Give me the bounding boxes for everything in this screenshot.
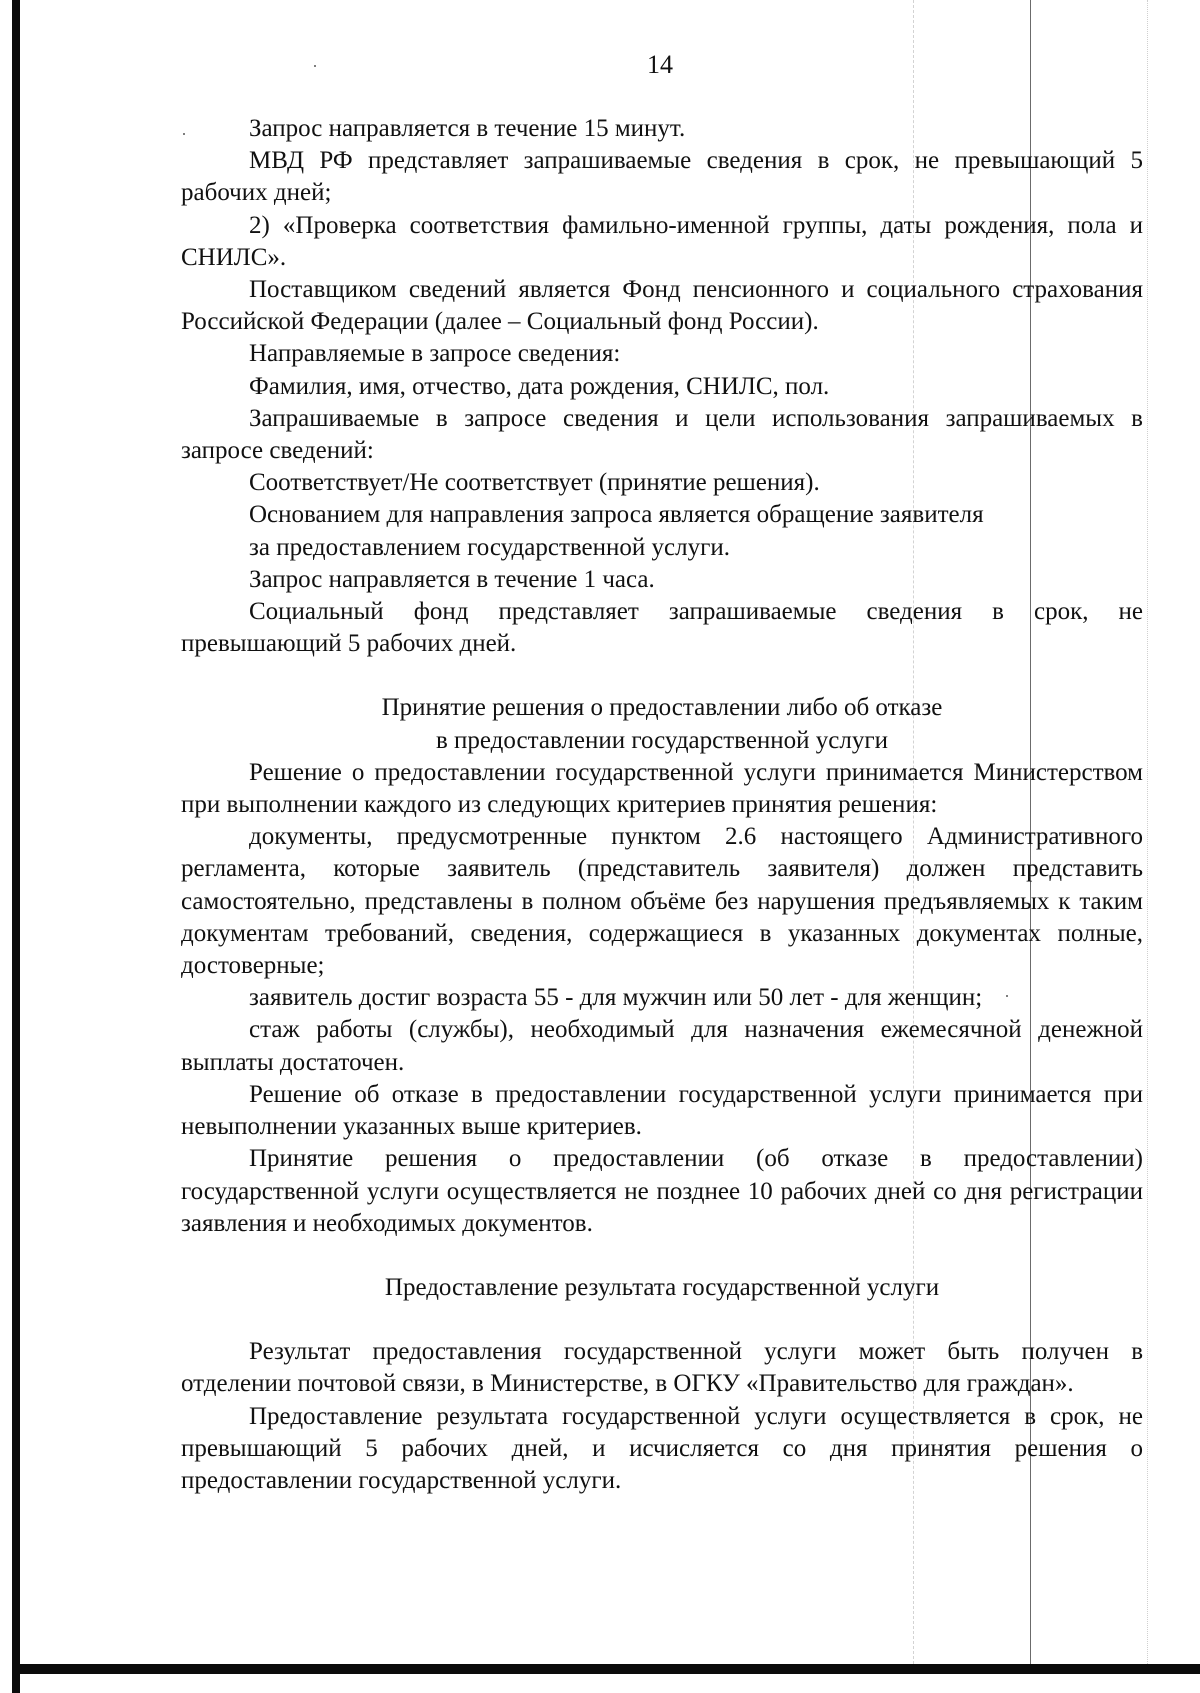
- document-body: [181, 113, 1143, 1497]
- paragraph: Запрос направляется в течение 1 часа.: [249, 565, 655, 593]
- paragraph: Принятие решения о предоставлении (об отказе в предоставлении) государственной услуги осуществляется не позднее 10 рабочих дней со дня регистрации заявления и необходимых документов.: [181, 1145, 1143, 1237]
- scan-edge-bottom: [12, 1664, 1200, 1674]
- paragraph: документы, предусмотренные пунктом 2.6 настоящего Административного регламента, которые заявитель (представитель заявителя) должен представить самостоятельно, представлены в полном объёме без нарушения предъявляемых к таким документам требований, сведения, содержащиеся в указанных документах полные, достоверные;: [181, 823, 1143, 980]
- paragraph: Соответствует/Не соответствует (принятие решения).: [249, 469, 820, 497]
- scan-artifact-line: [1147, 0, 1149, 1664]
- paragraph: Основанием для направления запроса является обращение заявителя: [249, 501, 984, 529]
- paragraph: Решение о предоставлении государственной услуги принимается Министерством при выполнении каждого из следующих критериев принятия решения:: [181, 758, 1143, 819]
- paragraph: 2) «Проверка соответствия фамильно-именной группы, даты рождения, пола и СНИЛС».: [181, 211, 1143, 271]
- paragraph: стаж работы (службы), необходимый для назначения ежемесячной денежной выплаты достаточен.: [181, 1016, 1143, 1076]
- paragraph: Запрашиваемые в запросе сведения и цели использования запрашиваемых в запросе сведений:: [181, 404, 1143, 465]
- paragraph: Фамилия, имя, отчество, дата рождения, СНИЛС, пол.: [249, 372, 830, 400]
- section-heading-line: Принятие решения о предоставлении либо об отказе: [381, 694, 943, 722]
- paragraph: за предоставлением государственной услуги.: [249, 533, 730, 561]
- paragraph: Предоставление результата государственной услуги осуществляется в срок, не превышающий 5 рабочих дней, и исчисляется со дня принятия решения о предоставлении государственной услуги.: [181, 1402, 1143, 1494]
- paragraph: Запрос направляется в течение 15 минут.: [249, 115, 686, 142]
- section-heading-line: в предоставлении государственной услуги: [435, 726, 889, 754]
- scan-edge-left: [12, 0, 20, 1693]
- paragraph: заявитель достиг возраста 55 - для мужчин или 50 лет - для женщин;: [249, 984, 983, 1012]
- section-heading: [181, 692, 1143, 756]
- paragraph: Социальный фонд представляет запрашиваемые сведения в срок, не превышающий 5 рабочих дней.: [181, 598, 1143, 658]
- paragraph: Поставщиком сведений является Фонд пенсионного и социального страхования Российской Федерации (далее – Социальный фонд России).: [181, 276, 1143, 336]
- paragraph: МВД РФ представляет запрашиваемые сведения в срок, не превышающий 5 рабочих дней;: [181, 147, 1143, 207]
- section-heading: Предоставление результата государственной услуги: [384, 1273, 940, 1301]
- paragraph: Результат предоставления государственной услуги может быть получен в отделении почтовой связи, в Министерстве, в ОГКУ «Правительство для граждан».: [181, 1338, 1143, 1398]
- paragraph: Решение об отказе в предоставлении государственной услуги принимается при невыполнении указанных выше критериев.: [181, 1080, 1143, 1141]
- page-number: 14: [647, 50, 673, 79]
- paragraph: Направляемые в запросе сведения:: [249, 340, 621, 368]
